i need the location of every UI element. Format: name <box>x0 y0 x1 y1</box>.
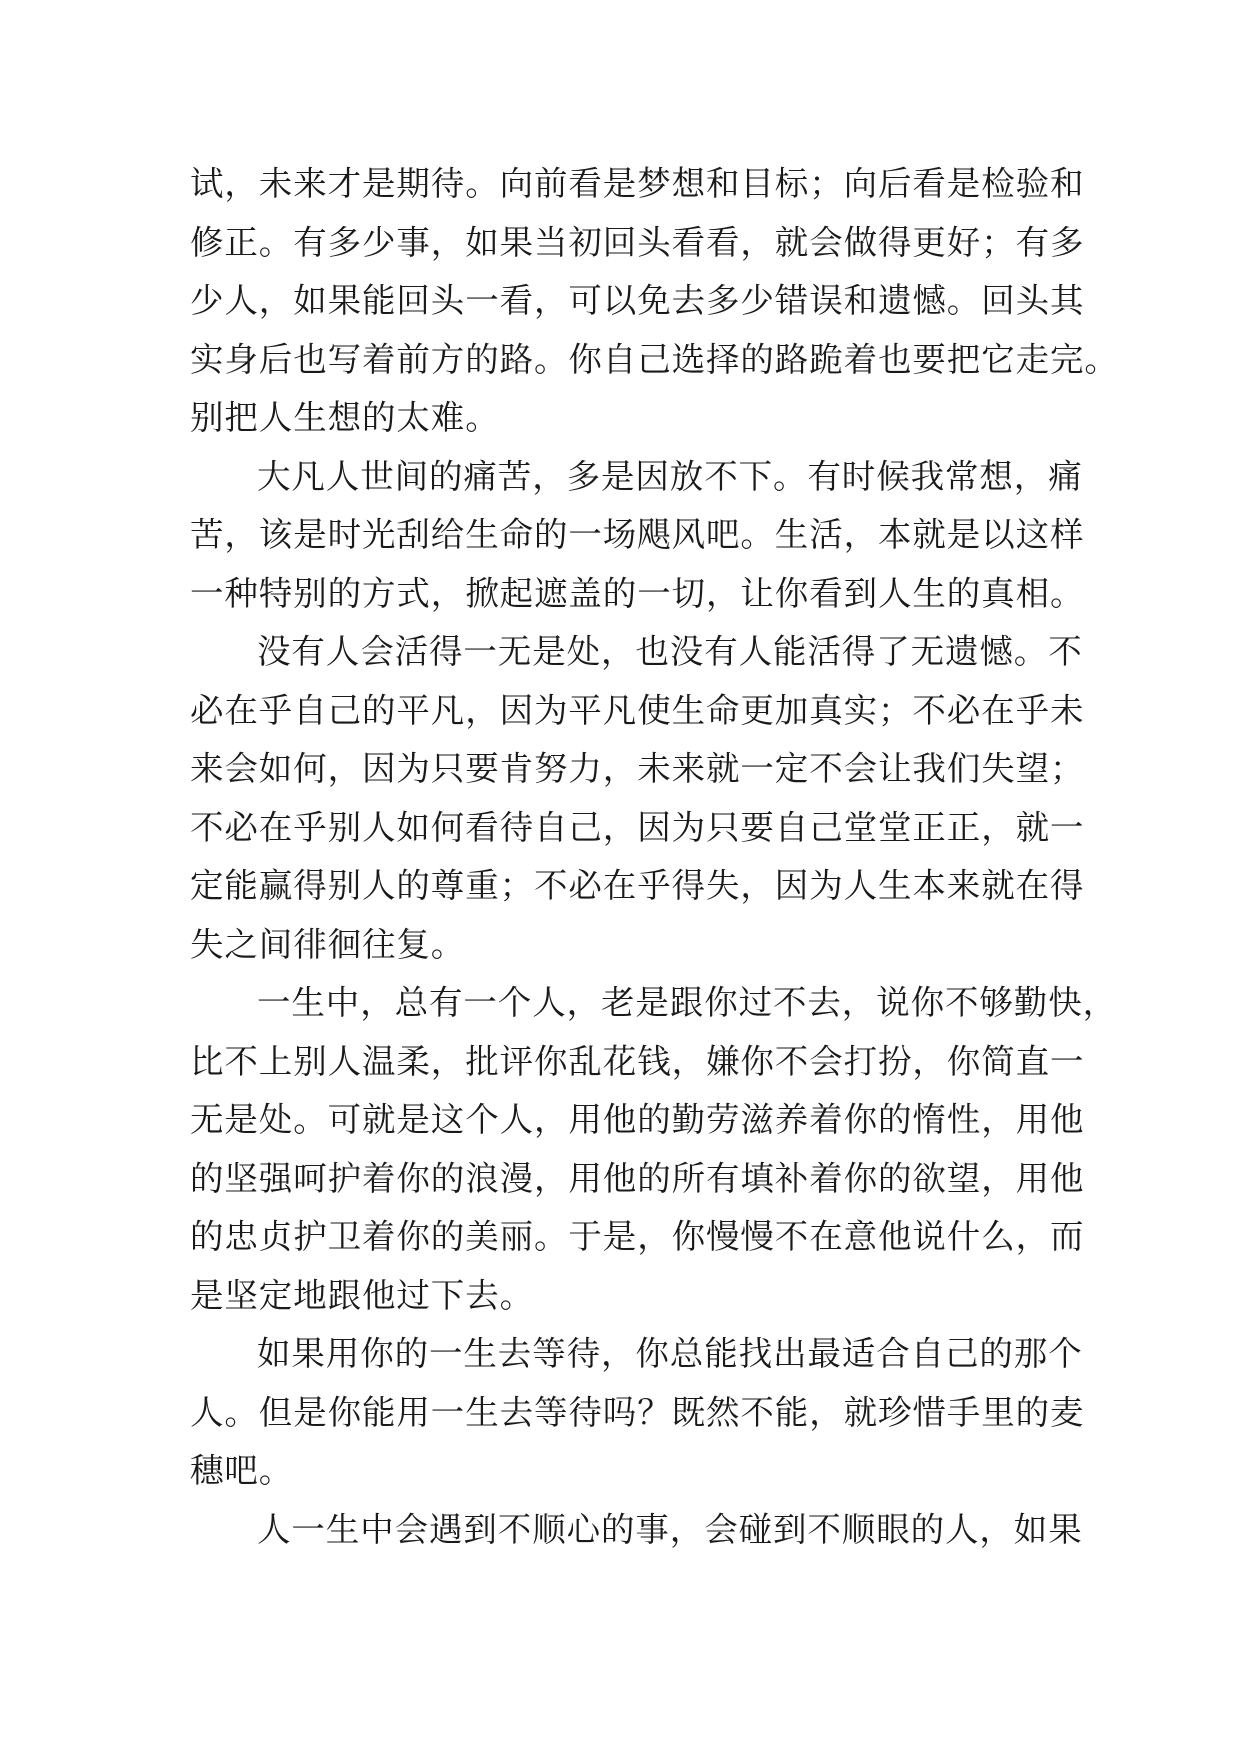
body-text <box>190 155 1119 1559</box>
text-line: 定能赢得别人的尊重；不必在乎得失，因为人生本来就在得 <box>190 866 1085 905</box>
text-line: 来会如何，因为只要肯努力，未来就一定不会让我们失望； <box>190 749 1085 788</box>
text-line: 失之间徘徊往复。 <box>190 924 466 964</box>
paragraph-first-line: 如果用你的一生去等待，你总能找出最适合自己的那个 <box>257 1334 1083 1373</box>
text-line: 的坚强呵护着你的浪漫，用他的所有填补着你的欲望，用他 <box>190 1158 1085 1198</box>
paragraph-first-line: 大凡人世间的痛苦，多是因放不下。有时候我常想，痛 <box>257 456 1083 496</box>
text-line: 苦，该是时光刮给生命的一场飓风吧。生活，本就是以这样 <box>190 515 1085 554</box>
text-line: 必在乎自己的平凡，因为平凡使生命更加真实；不必在乎未 <box>190 690 1085 730</box>
text-line: 修正。有多少事，如果当初回头看看，就会做得更好；有多 <box>190 222 1085 262</box>
text-line: 实身后也写着前方的路。你自己选择的路跪着也要把它走完。 <box>190 339 1119 379</box>
text-line: 比不上别人温柔，批评你乱花钱，嫌你不会打扮，你简直一 <box>190 1041 1085 1081</box>
text-line: 是坚定地跟他过下去。 <box>190 1275 534 1315</box>
paragraph-first-line: 没有人会活得一无是处，也没有人能活得了无遗憾。不 <box>257 632 1083 671</box>
text-line: 无是处。可就是这个人，用他的勤劳滋养着你的惰性，用他 <box>190 1100 1085 1139</box>
text-line: 的忠贞护卫着你的美丽。于是，你慢慢不在意他说什么，而 <box>190 1217 1085 1256</box>
text-line: 人。但是你能用一生去等待吗？既然不能，就珍惜手里的麦 <box>190 1392 1085 1432</box>
text-line: 不必在乎别人如何看待自己，因为只要自己堂堂正正，就一 <box>190 807 1085 847</box>
text-line: 别把人生想的太难。 <box>190 398 500 437</box>
paragraph-first-line: 人一生中会遇到不顺心的事，会碰到不顺眼的人，如果 <box>257 1509 1083 1549</box>
paragraph-first-line: 一生中，总有一个人，老是跟你过不去，说你不够勤快， <box>257 983 1117 1022</box>
text-line: 少人，如果能回头一看，可以免去多少错误和遗憾。回头其 <box>190 281 1085 320</box>
text-line: 穗吧。 <box>190 1451 294 1490</box>
text-line: 试，未来才是期待。向前看是梦想和目标；向后看是检验和 <box>190 164 1085 203</box>
text-line: 一种特别的方式，掀起遮盖的一切，让你看到人生的真相。 <box>190 573 1085 613</box>
